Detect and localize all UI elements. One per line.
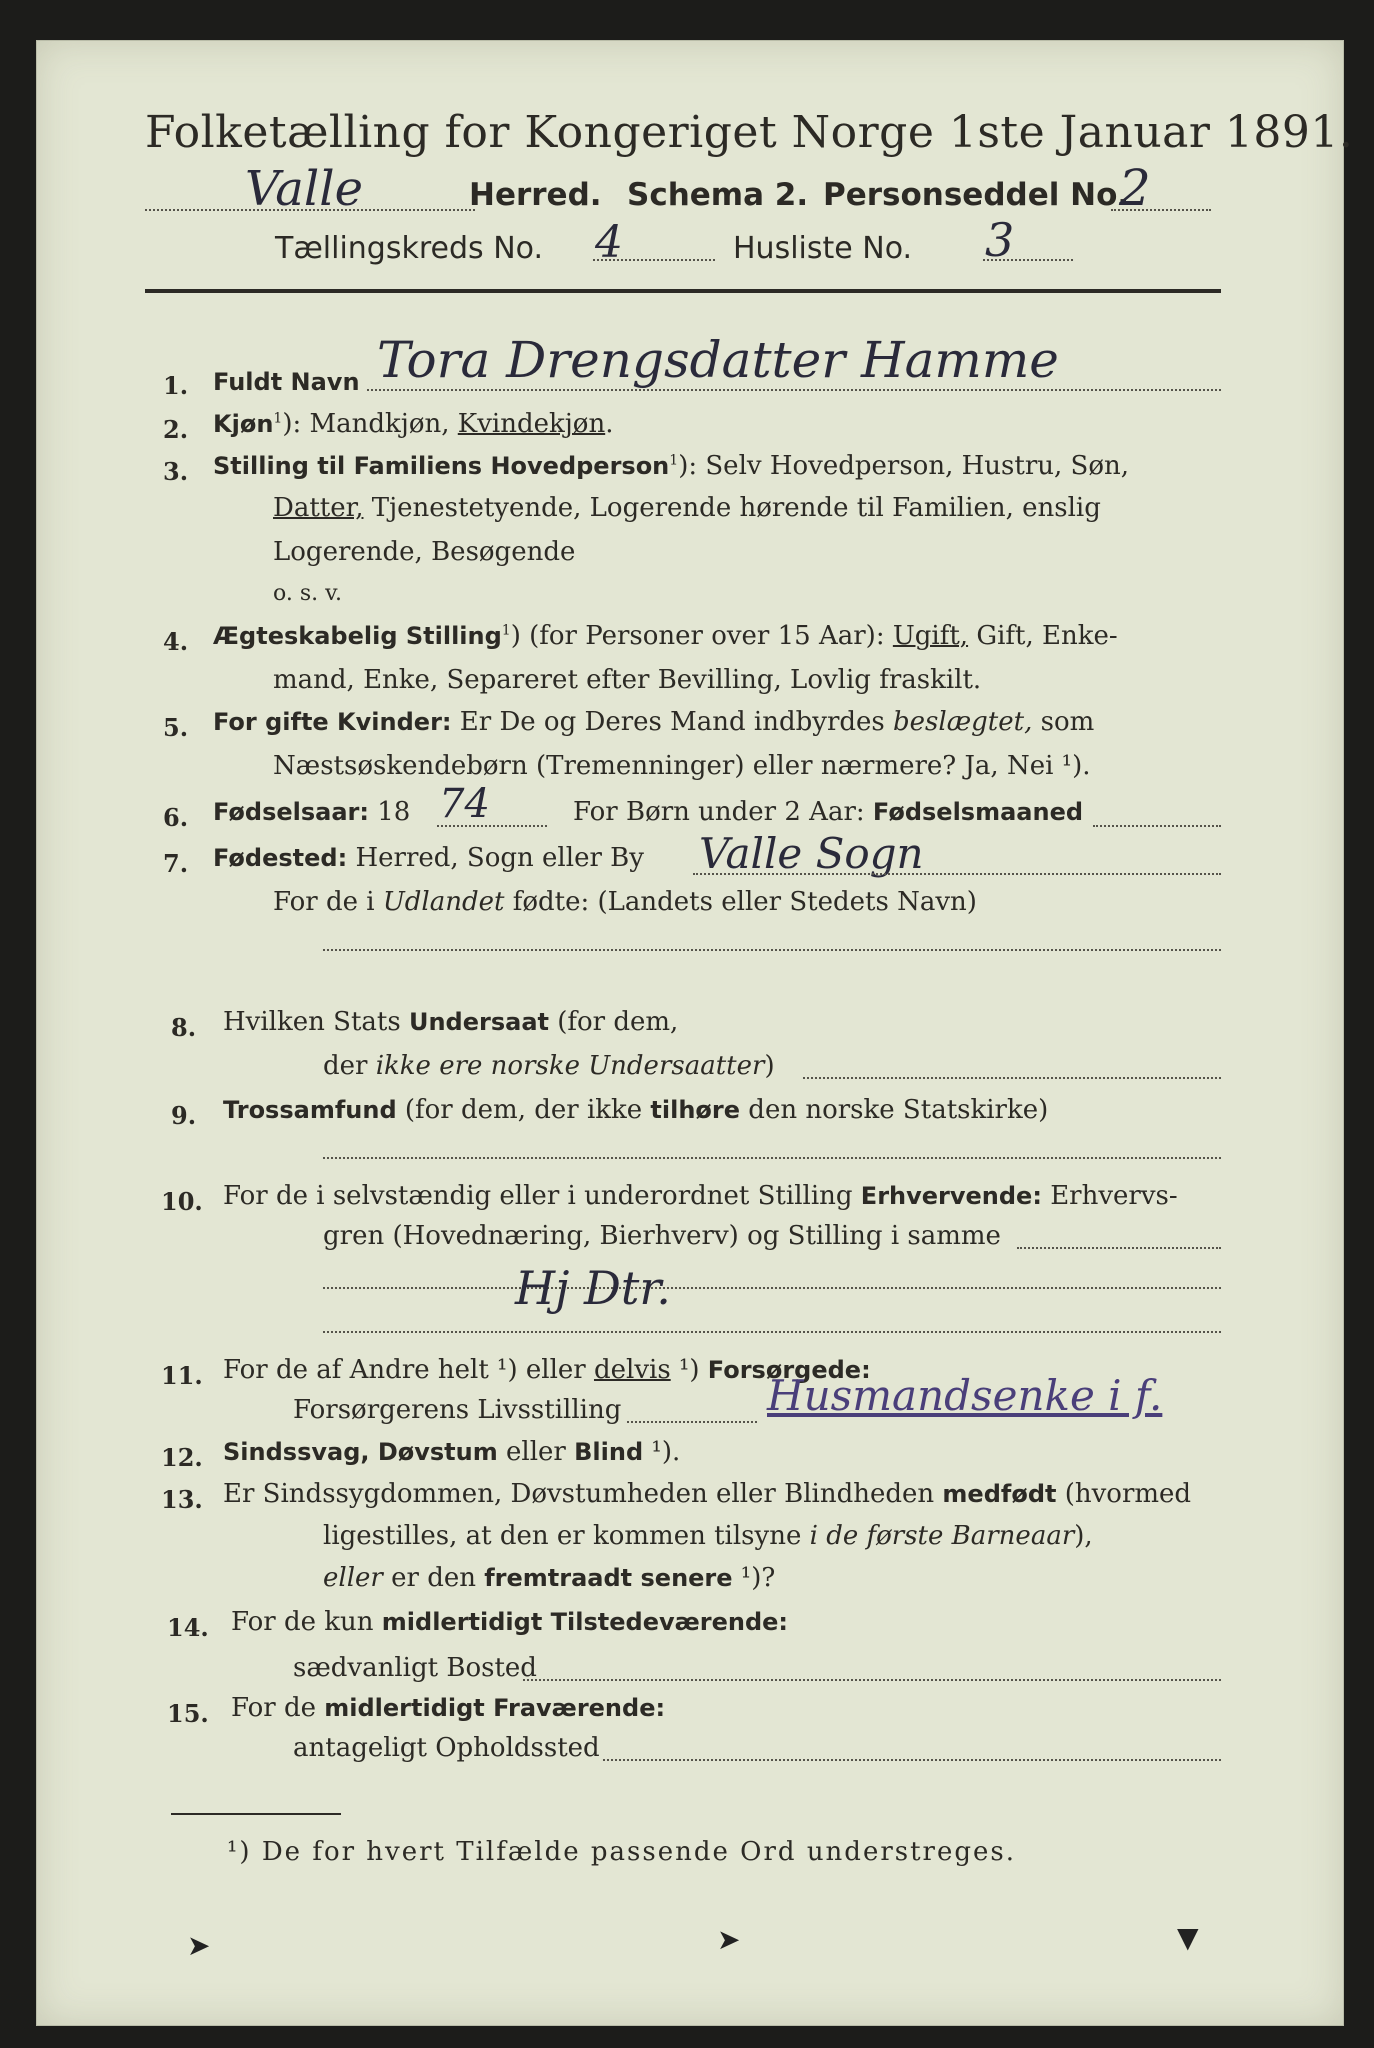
disability-label: Sindssvag, Døvstum	[223, 1438, 498, 1466]
item-number: 5.	[163, 713, 189, 742]
dependent-label: Forsørgede:	[707, 1356, 871, 1384]
married-women-related: beslægtet,	[893, 707, 1033, 737]
congenital-tail-3: ¹)?	[732, 1563, 776, 1593]
dependent-row-2: Forsørgerens Livsstilling	[293, 1395, 622, 1425]
religion-tail: den norske Statskirke)	[740, 1095, 1049, 1125]
dependent-marker: ¹)	[670, 1355, 708, 1385]
birth-year-value: 74	[439, 781, 490, 827]
religion-label: Trossamfund	[223, 1096, 397, 1124]
congenital-label: medfødt	[942, 1480, 1057, 1508]
occupation-dotted-line-1	[1017, 1247, 1221, 1249]
margin-mark-flag: ▼	[1177, 1921, 1199, 1954]
dependent-value: Husmandsenke i f.	[767, 1371, 1163, 1420]
temporary-present-row	[231, 1607, 788, 1637]
footnote-rule	[171, 1813, 341, 1815]
position-row-4: o. s. v.	[273, 581, 342, 606]
footnote-marker: 1	[273, 410, 283, 427]
item-number: 9.	[171, 1101, 197, 1130]
birthplace-dotted-line	[693, 873, 1221, 875]
dependent-partial: delvis	[593, 1355, 671, 1385]
personseddel-label: Personseddel No.	[823, 177, 1130, 213]
marital-row	[213, 621, 1118, 651]
nationality-tail: (for dem,	[548, 1007, 679, 1037]
husliste-dotted-line	[983, 259, 1073, 261]
temporary-present-dotted-line	[523, 1679, 1221, 1681]
birthplace-abroad-tail: fødte: (Landets eller Stedets Navn)	[504, 887, 977, 917]
married-women-label: For gifte Kvinder:	[213, 708, 452, 736]
item-number: 4.	[163, 627, 189, 656]
herred-label: Herred.	[469, 177, 602, 213]
kreds-label: Tællingskreds No.	[275, 231, 543, 266]
married-women-row-2: Næstsøskendebørn (Tremenninger) eller nærmere? Ja, Nei ¹).	[273, 751, 1091, 781]
religion-dotted-line	[323, 1157, 1221, 1159]
item-number: 6.	[163, 803, 189, 832]
religion-row	[223, 1095, 1048, 1125]
congenital-close: ),	[1074, 1521, 1093, 1551]
schema-label: Schema 2.	[627, 177, 809, 213]
item-number: 15.	[167, 1699, 209, 1728]
husliste-value: 3	[985, 213, 1015, 267]
birth-year-prefix: 18	[369, 797, 411, 827]
full-name-dotted-line	[367, 389, 1221, 391]
gender-trailing-text: .	[605, 409, 614, 439]
full-name-row	[213, 367, 360, 397]
full-name-value: Tora Drengsdatter Hamme	[377, 331, 1059, 389]
dependent-text: For de af Andre helt ¹) eller	[223, 1355, 594, 1385]
birthplace-row-2	[273, 887, 977, 917]
congenital-row-3	[323, 1563, 775, 1593]
congenital-tail: (hvormed	[1056, 1479, 1192, 1509]
birth-month-row	[573, 797, 1083, 827]
nationality-italic: ikke ere norske Undersaatter	[375, 1051, 765, 1081]
herred-dotted-line	[145, 209, 475, 211]
nationality-row-2	[323, 1051, 775, 1081]
item-number: 2.	[163, 415, 189, 444]
margin-mark-arrow: ➤	[187, 1929, 211, 1962]
disability-tail: ¹).	[643, 1437, 681, 1467]
congenital-text-3: er den	[382, 1563, 485, 1593]
temporary-absent-row-2: antageligt Opholdssted	[293, 1733, 600, 1763]
item-number: 14.	[167, 1613, 209, 1642]
marital-row-2: mand, Enke, Separeret efter Bevilling, Lovlig fraskilt.	[273, 665, 982, 695]
temporary-absent-dotted-line	[603, 1759, 1221, 1761]
religion-text: (for dem, der ikke	[396, 1095, 651, 1125]
gender-options-text: ): Mandkjøn,	[282, 409, 458, 439]
birth-month-text: For Børn under 2 Aar:	[573, 797, 873, 827]
occupation-dotted-line-3	[323, 1331, 1221, 1333]
birth-year-dotted-line	[437, 825, 547, 827]
personseddel-value: 2	[1119, 159, 1151, 217]
position-label: Stilling til Familiens Hovedperson	[213, 452, 670, 480]
item-number: 8.	[171, 1013, 197, 1042]
position-row-2	[273, 493, 1101, 523]
census-form-sheet	[36, 40, 1354, 2026]
birth-year-label: Fødselsaar:	[213, 798, 369, 826]
form-title: Folketælling for Kongeriget Norge 1ste Januar 1891.	[145, 107, 1354, 158]
disability-blind-label: Blind	[574, 1438, 644, 1466]
dependent-dotted-line	[627, 1421, 757, 1423]
temporary-present-label: midlertidigt Tilstedeværende:	[381, 1608, 789, 1636]
position-options-text-2: Tjenestetyende, Logerende hørende til Familien, enslig	[363, 493, 1101, 523]
footnote: ¹) De for hvert Tilfælde passende Ord understreges.	[227, 1837, 1017, 1867]
congenital-italic: i de første Barneaar	[809, 1521, 1075, 1551]
birthplace-label: Fødested:	[213, 844, 348, 872]
gender-selected-option: Kvindekjøn	[457, 409, 606, 439]
occupation-value: Hj Dtr.	[515, 1261, 671, 1315]
position-selected-option: Datter,	[273, 493, 364, 523]
birthplace-text: Herred, Sogn eller By	[347, 843, 644, 873]
birthplace-abroad-dotted-line	[323, 949, 1221, 951]
item-number: 12.	[161, 1443, 203, 1472]
birthplace-value: Valle Sogn	[699, 829, 924, 878]
birth-month-dotted-line	[1093, 825, 1221, 827]
marital-label: Ægteskabelig Stilling	[213, 622, 502, 650]
disability-row	[223, 1437, 680, 1467]
married-women-text: Er De og Deres Mand indbyrdes	[451, 707, 894, 737]
item-number: 3.	[163, 457, 189, 486]
header-rule	[145, 289, 1221, 293]
full-name-label: Fuldt Navn	[213, 368, 360, 396]
congenital-later-label: fremtraadt senere	[484, 1564, 733, 1592]
birth-month-label: Fødselsmaaned	[872, 798, 1084, 826]
temporary-absent-row	[231, 1693, 665, 1723]
occupation-row	[223, 1181, 1178, 1211]
birthplace-row	[213, 843, 644, 873]
occupation-label: Erhvervende:	[860, 1182, 1042, 1210]
occupation-text: For de i selvstændig eller i underordnet Stilling	[223, 1181, 861, 1211]
kreds-dotted-line	[593, 259, 715, 261]
birthplace-abroad-text: For de i	[273, 887, 383, 917]
position-row	[213, 451, 1129, 481]
personseddel-dotted-line	[1111, 209, 1211, 211]
temporary-present-text: For de kun	[231, 1607, 382, 1637]
birth-year-row	[213, 797, 410, 827]
position-options-text: ): Selv Hovedperson, Hustru, Søn,	[678, 451, 1130, 481]
herred-value: Valle	[245, 161, 363, 217]
temporary-absent-text: For de	[231, 1693, 325, 1723]
margin-mark-arrow: ➤	[717, 1923, 741, 1956]
temporary-present-row-2: sædvanligt Bosted	[293, 1653, 537, 1683]
footnote-marker: 1	[501, 622, 511, 639]
gender-row	[213, 409, 613, 439]
married-women-row	[213, 707, 1094, 737]
occupation-dotted-line-2	[323, 1287, 1221, 1289]
item-number: 7.	[163, 849, 189, 878]
congenital-text-2: ligestilles, at den er kommen tilsyne	[323, 1521, 810, 1551]
temporary-absent-label: midlertidigt Fraværende:	[324, 1694, 666, 1722]
nationality-dotted-line	[803, 1077, 1221, 1079]
nationality-close: )	[764, 1051, 775, 1081]
congenital-text: Er Sindssygdommen, Døvstumheden eller Blindheden	[223, 1479, 943, 1509]
occupation-tail: Erhvervs-	[1041, 1181, 1178, 1211]
nationality-text: Hvilken Stats	[223, 1007, 409, 1037]
gender-label: Kjøn	[213, 410, 274, 438]
nationality-label: Undersaat	[408, 1008, 549, 1036]
husliste-label: Husliste No.	[733, 231, 913, 266]
kreds-value: 4	[595, 217, 623, 268]
marital-text: ) (for Personer over 15 Aar):	[510, 621, 893, 651]
item-number: 1.	[163, 371, 189, 400]
item-number: 10.	[161, 1187, 203, 1216]
married-women-tail: som	[1032, 707, 1095, 737]
congenital-or: eller	[323, 1563, 383, 1593]
congenital-row-2	[323, 1521, 1093, 1551]
nationality-text-2: der	[323, 1051, 376, 1081]
disability-text: eller	[497, 1437, 575, 1467]
marital-selected-option: Ugift,	[892, 621, 969, 651]
item-number: 11.	[161, 1361, 203, 1390]
birthplace-abroad-word: Udlandet	[382, 887, 505, 917]
nationality-row	[223, 1007, 678, 1037]
position-row-3: Logerende, Besøgende	[273, 537, 576, 567]
congenital-row	[223, 1479, 1191, 1509]
footnote-marker: 1	[669, 452, 679, 469]
religion-belong-word: tilhøre	[650, 1096, 741, 1124]
item-number: 13.	[161, 1485, 203, 1514]
occupation-row-2: gren (Hovednæring, Bierhverv) og Stilling i samme	[323, 1221, 1001, 1251]
marital-options-text: Gift, Enke-	[968, 621, 1118, 651]
